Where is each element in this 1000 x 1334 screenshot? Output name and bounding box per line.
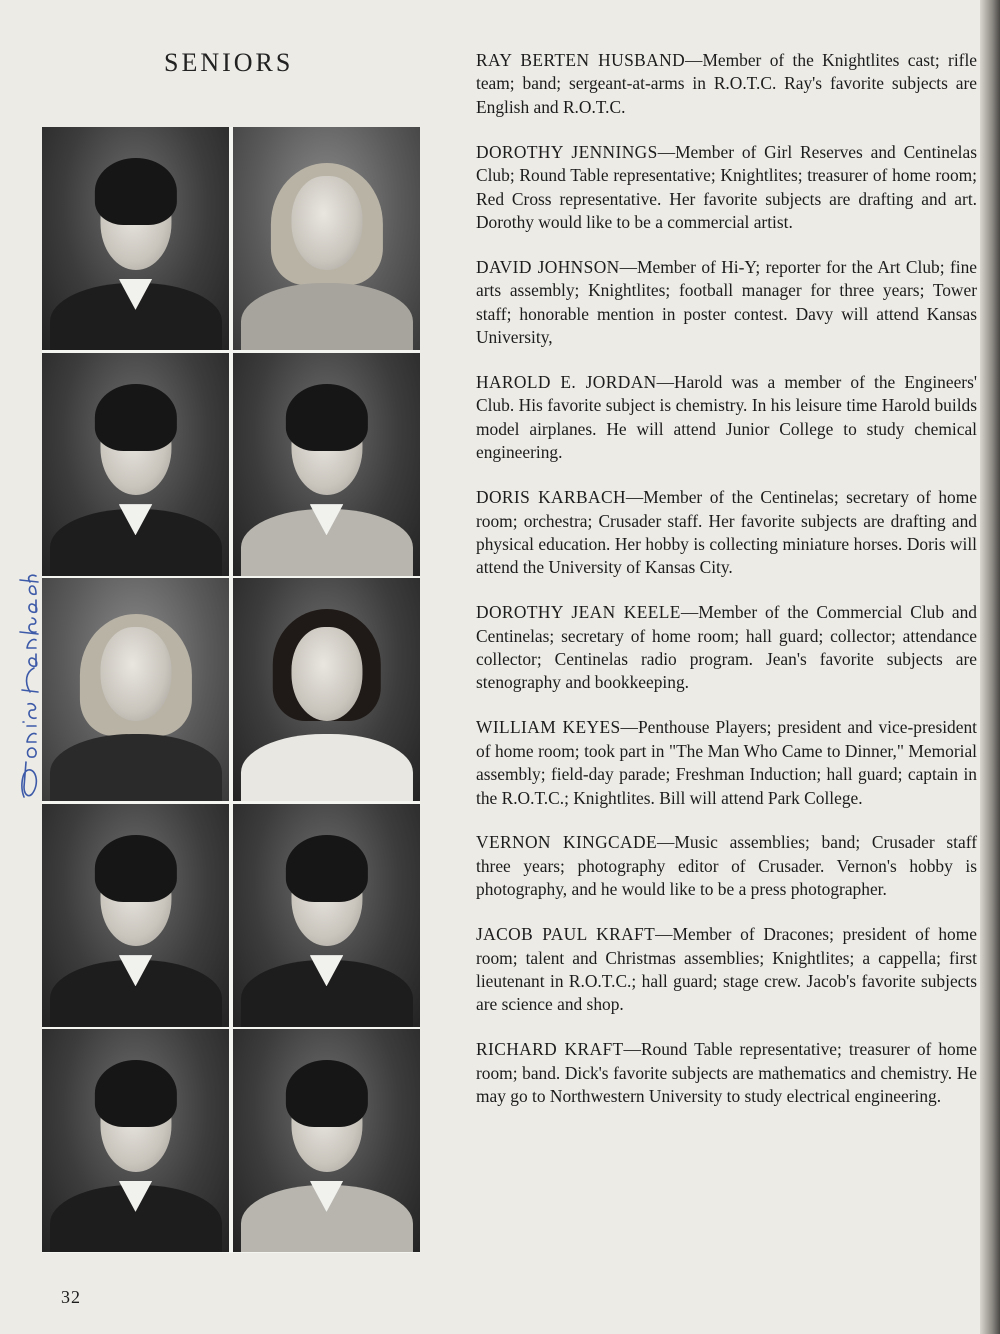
portrait-grid xyxy=(42,127,420,1253)
portrait-vernon-kingcade xyxy=(233,804,420,1027)
portrait-jacob-paul-kraft xyxy=(42,1029,229,1252)
bio-name: DAVID JOHNSON xyxy=(476,256,620,277)
portrait-william-keyes xyxy=(42,804,229,1027)
bio-text: —Penthouse Players; president and vice-president of home room; took part in "The Man Who Came to Dinner," Memorial assembly; field-day parade; Freshman Induction; hall guard; captain in the R.O.T.C.; Knightlites. Bill will attend Park College. xyxy=(476,717,977,808)
portrait-richard-kraft xyxy=(233,1029,420,1252)
bio-text: —Member of the Centinelas; secretary of home room; orchestra; Crusader staff. Her favorite subjects are drafting and physical education. Her hobby is collecting miniature horses. Doris will attend the University of Kansas City. xyxy=(476,487,977,578)
bio-text: —Member of the Knightlites cast; rifle team; band; sergeant-at-arms in R.O.T.C. Ray's favorite subjects are English and R.O.T.C. xyxy=(476,50,977,117)
portrait-doris-karbach xyxy=(42,578,229,801)
bio-name: WILLIAM KEYES xyxy=(476,717,621,738)
bio-name: VERNON KINGCADE xyxy=(476,832,658,853)
bio-name: DOROTHY JEAN KEELE xyxy=(476,602,681,623)
page-number: 32 xyxy=(61,1287,81,1307)
bio-text: —Round Table representative; treasurer of home room; band. Dick's favorite subjects are mathematics and chemistry. He may go to Northwestern University to study electrical engineering. xyxy=(476,1039,977,1107)
bio-david-johnson xyxy=(476,256,977,350)
bio-name: HAROLD E. JORDAN xyxy=(476,371,657,392)
portrait-harold-e-jordan xyxy=(233,353,420,576)
bio-name: RAY BERTEN HUSBAND xyxy=(476,50,686,70)
bio-text: —Member of Hi-Y; reporter for the Art Club; fine arts assembly; Knightlites; football manager for three years; Tower staff; honorable mention in poster contest. Davy will attend Kansas University, xyxy=(476,256,977,348)
bio-harold-e-jordan xyxy=(476,371,977,465)
bio-dorothy-jean-keele xyxy=(476,601,977,695)
bio-text: —Member of Girl Reserves and Centinelas Club; Round Table representative; Knightlites; treasurer of home room; Red Cross representative. Her favorite subjects are drafting and art. Dorothy would like to be a commercial artist. xyxy=(476,141,977,232)
bio-text: —Member of the Commercial Club and Centinelas; secretary of home room; hall guard; collector; attendance collector; Centinelas radio program. Jean's favorite subjects are stenography and bookkeeping. xyxy=(476,602,977,693)
bio-name: DOROTHY JENNINGS xyxy=(476,141,658,162)
section-title: SENIORS xyxy=(164,48,294,77)
bio-text: —Harold was a member of the Engineers' Club. His favorite subject is chemistry. In his leisure time Harold builds model airplanes. He will attend Junior College to study chemical engineering. xyxy=(476,371,977,463)
bio-ray-berten-husband xyxy=(476,49,977,119)
senior-bios xyxy=(476,49,977,1130)
bio-doris-karbach xyxy=(476,486,977,580)
bio-richard-kraft xyxy=(476,1038,977,1108)
bio-text: —Music assemblies; band; Crusader staff three years; photography editor of Crusader. Vernon's hobby is photography, and he would like to be a press photographer. xyxy=(476,832,978,900)
portrait-david-johnson xyxy=(42,353,229,576)
handwritten-signature xyxy=(18,572,44,802)
portrait-ray-berten-husband xyxy=(42,127,229,350)
bio-jacob-paul-kraft xyxy=(476,923,977,1017)
bio-william-keyes xyxy=(476,716,977,810)
bio-text: —Member of Dracones; president of home room; talent and Christmas assemblies; Knightlites; a cappella; first lieutenant in R.O.T.C.; hall guard; stage crew. Jacob's favorite subjects are science and shop. xyxy=(476,924,977,1015)
bio-name: JACOB PAUL KRAFT xyxy=(476,924,656,945)
portrait-dorothy-jean-keele xyxy=(233,578,420,801)
bio-vernon-kingcade xyxy=(476,831,977,901)
bio-dorothy-jennings xyxy=(476,141,977,235)
portrait-dorothy-jennings xyxy=(233,127,420,350)
bio-name: RICHARD KRAFT xyxy=(476,1039,624,1060)
bio-name: DORIS KARBACH xyxy=(476,487,626,508)
binding-shadow xyxy=(980,0,1000,1334)
